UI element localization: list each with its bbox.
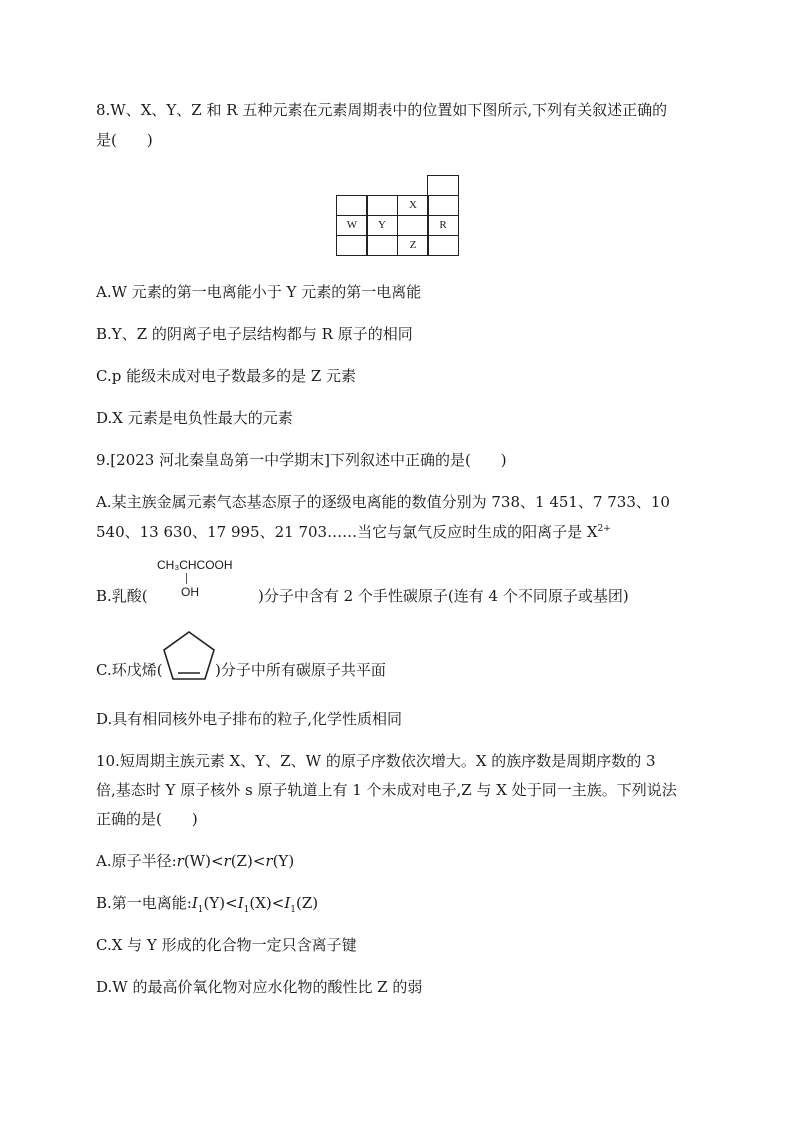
q8-option-a: A.W 元素的第一电离能小于 Y 元素的第一电离能 [96,283,422,301]
q9-option-c-post: )分子中所有碳原子共平面 [215,661,386,679]
q9-option-a-line1: A.某主族金属元素气态基态原子的逐级电离能的数值分别为 738、1 451、7 733、10 [96,493,670,511]
q10-option-c: C.X 与 Y 形成的化合物一定只含离子键 [96,936,357,954]
q9-option-b-pre: B.乳酸( [96,587,148,605]
charge-superscript: 2+ [597,524,611,534]
q9-option-d: D.具有相同核外电子排布的粒子,化学性质相同 [96,710,403,728]
cell-blank [336,195,368,216]
q9-stem-text: 9.[2023 河北秦皇岛第一中学期末]下列叙述中正确的是( ) [96,451,507,469]
bond-line [186,573,187,584]
cell-z: Z [397,235,429,256]
cell-blank [427,195,459,216]
q10-option-a-label: A.原子半径: [96,852,177,870]
q9-option-c-pre: C.环戊烯( [96,661,163,679]
periodic-table-diagram [336,175,458,255]
cell-blank [366,235,398,256]
q10-option-a: A.原子半径:r(W)<r(Z)<r(Y) [96,852,295,870]
cell-blank [427,235,459,256]
cell-w: W [336,215,368,236]
q9-stem [96,450,507,470]
lactic-acid-oh: OH [181,585,199,599]
q9-option-b-post: )分子中含有 2 个手性碳原子(连有 4 个不同原子或基团) [258,587,629,605]
q10-option-d: D.W 的最高价氧化物对应水化物的酸性比 Z 的弱 [96,978,423,996]
q9-option-a-text: 540、13 630、17 995、21 703……当它与氯气反应时生成的阳离子是 X [96,523,598,541]
cell-y: Y [366,215,398,236]
q10-stem-text: 10.短周期主族元素 X、Y、Z、W 的原子序数依次增大。X 的族序数是周期序数的 3 [96,752,656,770]
cell-x: X [397,195,429,216]
lactic-acid-formula: CH₃CHCOOH [157,558,233,572]
q10-option-b: B.第一电离能$:I_1(Y)<I_1(X)<I_1(Z)$ [96,894,319,915]
q8-option-c: C.p 能级未成对电子数最多的是 Z 元素 [96,367,357,385]
q10-stem-line1 [96,751,656,771]
q8-stem-line1 [96,100,667,120]
cyclopentene-structure-icon [160,628,218,684]
q8-stem-line2: 是( ) [96,131,153,149]
q9-option-a-line2 [96,522,611,542]
cell-r: R [427,215,459,236]
cell-blank [336,235,368,256]
cell-blank [397,215,429,236]
q8-stem-text: 8.W、X、Y、Z 和 R 五种元素在元素周期表中的位置如下图所示,下列有关叙述正确的 [96,101,668,119]
q10-stem-line2: 倍,基态时 Y 原子核外 s 原子轨道上有 1 个未成对电子,Z 与 X 处于同一主族。下列说法 [96,781,677,799]
q8-option-d: D.X 元素是电负性最大的元素 [96,409,293,427]
q10-stem-line3: 正确的是( ) [96,810,198,828]
q10-option-b-label: B.第一电离能: [96,894,192,912]
cell-blank-top [427,175,459,196]
q8-option-b: B.Y、Z 的阴离子电子层结构都与 R 原子的相同 [96,325,413,343]
cell-blank [366,195,398,216]
